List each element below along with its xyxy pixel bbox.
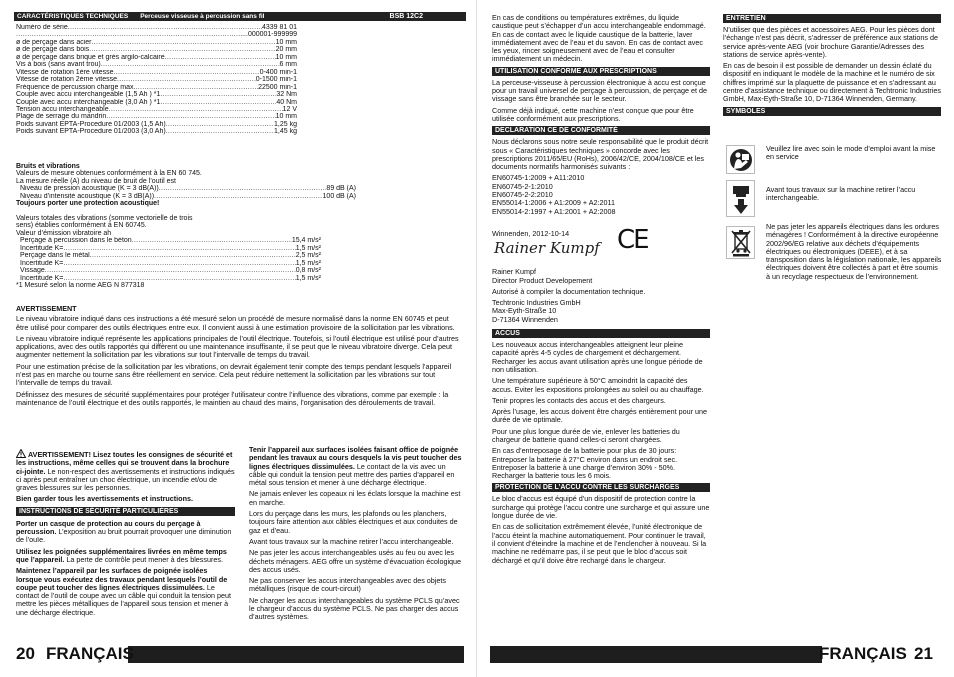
- specs-header-model: BSB 12C2: [389, 13, 423, 20]
- specs-header-subtitle: Perceuse visseuse à percussion sans fil: [140, 13, 265, 20]
- accus-p1: Les nouveaux accus interchangeables atteignent leur pleine capacité après 4-5 cycles de chargement et déchargement. Recharger les accus avant utilisation après une longue période de non utilisation.: [492, 340, 703, 374]
- spec-label: Poids suivant EPTA-Procedure 01/2003 (3,0 Ah): [16, 128, 166, 136]
- ce-mark: CE: [617, 225, 648, 256]
- overload-protection-p2: En cas de sollicitation extrêmement élevée, l’unité électronique de l’accu éteint la machine automatiquement. Pour continuer le travail, il convient d’éteindre la machine et de l’enclencher à nouveau. Si la machine ne redémarre pas, il se peut que le bloc d’accus soit déchargé et qu’il doive être rechargé dans le chargeur.: [492, 522, 707, 565]
- spec-value: 1,25 kg: [274, 120, 297, 128]
- spec-row: [16, 113, 297, 120]
- page-number-left: 20: [16, 644, 35, 663]
- noise-line1: Valeurs de mesure obtenues conformément à la EN 60 745.: [16, 170, 202, 178]
- page-right: [477, 0, 954, 677]
- specs-header-title: CARACTÉRISTIQUES TECHNIQUES: [17, 13, 129, 20]
- chips-warning: Ne jamais enlever les copeaux ni les éclats lorsque la machine est en marche.: [249, 489, 461, 507]
- screw-contact-bold: Tenir l’appareil aux surfaces isolées faisant office de poignée pendant les travaux au cours desquels la vis peut toucher des lignes électriques dissimulées.: [249, 445, 462, 471]
- spec-row: [16, 39, 297, 46]
- safety-insulated-text: Le contact de l’outil de coupe avec un câble qui conduit la tension peut mettre les pièces métalliques de l’appareil sous tension et mener à une décharge électrique.: [16, 582, 231, 617]
- overload-protection-p1: Le bloc d’accus est équipé d’un dispositif de protection contre la surcharge qui protège l’accu contre une surcharge et qui assure une longue durée de vie.: [492, 494, 710, 521]
- specs-header: [14, 12, 466, 21]
- spec-label: ø de perçage dans acier: [16, 38, 92, 46]
- leader-dots: [160, 91, 276, 98]
- standard-item: EN60745-1:2009 + A11:2010: [492, 173, 585, 183]
- safety-column-1: [16, 449, 235, 620]
- specs-table: [16, 24, 297, 136]
- spec-row: [16, 267, 321, 274]
- company-line: Techtronic Industries GmbH: [492, 298, 581, 308]
- noise-line2: La mesure réelle (A) du niveau de bruit de l’outil est: [16, 177, 176, 185]
- accus-p4: Après l’usage, les accus doivent être chargés entièrement pour une durée de vie optimale.: [492, 407, 707, 425]
- ce-declaration-text: Nous déclarons sous notre seule responsabilité que le produit décrit sous « Caractéristiques techniques » concorde avec les prescriptions 2011/65/EU (RoHs), 2006/42/CE, 2004/108/CE et les documents normatifs harmonisés suivants :: [492, 137, 709, 172]
- right-column-1: [492, 14, 710, 568]
- keep-instructions: Bien garder tous les avertissements et instructions.: [16, 494, 193, 504]
- avertissement-p1: Le niveau vibratoire indiqué dans ces instructions a été mesuré selon un procédé de mesure normalisé dans la norme EN 60745 et peut être utilisé pour comparer des outils électriques entre eux. Il convient aussi à une estimation provisoire de la sollicitation par les vibrations.: [16, 314, 455, 332]
- right-column-2: [723, 14, 941, 119]
- battery-disposal: Ne pas jeter les accus interchangeables usés au feu ou avec les déchets ménagers. AEG offre un système d’évacuation écologique des accus usés.: [249, 548, 462, 574]
- leader-dots: [63, 275, 295, 282]
- spec-label: Vissage: [20, 267, 45, 275]
- spec-row: [16, 121, 297, 128]
- spec-value: 1,5 m/s²: [295, 259, 321, 267]
- spec-row: [16, 252, 321, 259]
- spec-row: [16, 69, 297, 76]
- accus-p3: Tenir propres les contacts des accus et des chargeurs.: [492, 395, 666, 405]
- leader-dots: [166, 128, 274, 135]
- avertissement-p4: Définissez des mesures de sécurité supplémentaires pour protéger l’utilisateur contre l’influence des vibrations, comme par exemple : la maintenance de l’outil électrique et des outils rapportés, le maintien au chaud des mains, l’organisation des déroulements de travail.: [16, 389, 449, 407]
- leader-dots: [89, 46, 275, 53]
- symbol-weee-text: Ne pas jeter les appareils électriques dans les ordures ménagères ! Conformément à la directive européenne 2002/96/EG relative aux déchets d’équipements électriques ou électroniques (DEEE), et à sa transposition dans la législation nationale, les appareils électriques doivent être collectés à part et être soumis à un recyclage respectueux de l’environnement.: [766, 222, 942, 281]
- spec-label: Vitesse de rotation 2ème vitesse: [16, 76, 118, 84]
- standard-item: EN55014-2:1997 + A1:2001 + A2:2008: [492, 206, 616, 216]
- maintenance-p2: En cas de besoin il est possible de demander un dessin éclaté du dispositif en indiquant le modèle de la machine et le numéro de six chiffres imprimé sur la plaquette de puissance et en s’adressant au centre d’assistance technique ou directement à Techtronic Industries GmbH, Max-Eyth-Straße 10, D-71364 Winnenden, Germany.: [723, 61, 942, 104]
- remove-battery: Avant tous travaux sur la machine retirer l’accu interchangeable.: [249, 536, 454, 546]
- spec-label: Fréquence de percussion charge max.: [16, 83, 136, 91]
- spec-label: Tension accu interchangeable: [16, 105, 109, 113]
- language-label-right: FRANÇAIS: [819, 644, 907, 663]
- intended-use-p2: Comme déjà indiqué, cette machine n’est conçue que pour être utilisée conformément aux prescriptions.: [492, 105, 694, 123]
- spec-value: 0-400 min-1: [259, 68, 297, 76]
- safety-handles-text: La perte de contrôle peut mener à des blessures.: [64, 554, 223, 564]
- spec-row: [16, 54, 297, 61]
- spec-row: [16, 31, 297, 38]
- caustic-liquid-warning: En cas de conditions ou températures extrêmes, du liquide caustique peut s’échapper d’un accu interchangeable endommagé. En cas de contact avec le liquide caustique de la batterie, laver immédiatement avec de l’eau et du savon. En cas de contact avec les yeux, rincer soigneusement avec de l’eau et consulter immédiatement un médecin.: [492, 13, 706, 64]
- spec-value: 20 mm: [275, 46, 297, 54]
- leader-dots: [63, 260, 295, 267]
- spec-label: ø de perçage dans brique et grès argilo-calcaire: [16, 53, 165, 61]
- spec-value: 100 dB (A): [322, 192, 356, 200]
- spec-label: ø de perçage dans bois: [16, 46, 90, 54]
- place-date: Winnenden, 2012-10-14: [492, 228, 570, 238]
- safety-handles-bold: Utilisez les poignées supplémentaires livrées en même temps que l’appareil.: [16, 546, 227, 564]
- safety-insulated: [16, 567, 235, 617]
- spec-row: [16, 237, 321, 244]
- symbol-remove-battery-text: Avant tous travaux sur la machine retirer l’accu interchangeable.: [766, 185, 916, 203]
- spec-value: 22500 min-1: [258, 83, 297, 91]
- spec-value: 10 mm: [275, 53, 297, 61]
- spec-label: Niveau d’intensité acoustique (K = 3 dB(A)): [20, 192, 155, 200]
- spec-label: Niveau de pression acoustique (K = 3 dB(A)): [20, 185, 159, 193]
- spec-value: 2,5 m/s²: [295, 252, 321, 260]
- standard-item: EN60745-2-2:2010: [492, 190, 553, 200]
- spec-value: 4339 81 01: [261, 24, 297, 31]
- spec-value: 89 dB (A): [326, 185, 356, 193]
- leader-dots: [90, 252, 296, 259]
- spec-label: Couple avec accu interchangeable (1,5 Ah ) *1: [16, 91, 161, 99]
- spec-value: 1,5 m/s²: [295, 274, 321, 282]
- page-number-right: 21: [914, 644, 933, 663]
- general-warning-text: Le non-respect des avertissements et instructions indiqués ci après peut entraîner un choc électrique, un incendie et/ou de graves blessures sur les personnes.: [16, 466, 235, 493]
- spec-value: 32 Nm: [276, 91, 297, 99]
- safety-insulated-bold: Maintenez l’appareil par les surfaces de poignée isolées lorsque vous exécutez des travaux pendant lesquels l’outil de coupe peut toucher des lignes électriques dissimulées.: [16, 566, 228, 592]
- company-line: D-71364 Winnenden: [492, 314, 558, 324]
- ce-declaration-header: DECLARATION CE DE CONFORMITÉ: [492, 126, 710, 135]
- spec-value: 1,45 kg: [274, 128, 297, 136]
- spec-label: Perçage à percussion dans le béton: [20, 237, 132, 245]
- leader-dots: [166, 121, 274, 128]
- spec-label: Incertitude K=: [20, 259, 64, 267]
- spec-row: [16, 46, 297, 53]
- leader-dots: [63, 245, 295, 252]
- vibration-rows: [16, 237, 321, 282]
- safety-helmet-text: L’exposition au bruit pourrait provoquer une diminution de l’ouïe.: [16, 527, 232, 545]
- intended-use-header: UTILISATION CONFORME AUX PRESCRIPTIONS: [492, 67, 710, 76]
- vibration-footnote: *1 Mesuré selon la norme AEG N 877318: [16, 282, 145, 290]
- spec-row: [16, 245, 321, 252]
- leader-dots: [132, 237, 292, 244]
- standard-item: EN55014-1:2006 + A1:2009 + A2:2011: [492, 198, 615, 208]
- weee-bin-icon: [726, 226, 755, 259]
- spec-row: [16, 61, 297, 68]
- spec-row: [16, 193, 356, 200]
- safety-helmet: [16, 520, 235, 545]
- spec-row: [16, 24, 297, 31]
- spec-value: 1,5 m/s²: [295, 244, 321, 252]
- screw-contact: [249, 446, 464, 487]
- leader-dots: [68, 24, 262, 31]
- spec-row: [16, 185, 356, 192]
- leader-dots: [92, 39, 276, 46]
- warning-triangle-icon: [16, 449, 26, 458]
- noise-rows: [16, 185, 356, 200]
- company-address: [492, 299, 710, 324]
- avertissement-title: AVERTISSEMENT: [16, 304, 77, 313]
- avertissement-p2: Le niveau vibratoire indiqué représente les applications principales de l’outil électrique. Toutefois, si l’outil électrique est utilisé pour d’autres applications, avec des outils rapportés qui diffèrent ou une maintenance insuffisante, il se peut que le niveau vibratoire diverge. Cela peut augmenter nettement la sollicitation par les vibrations sur tout l’intervalle de temps du travail.: [16, 333, 459, 360]
- general-warning-bold: AVERTISSEMENT! Lisez toutes les consignes de sécurité et les instructions, même celles qui se trouvent dans la brochure ci-jointe.: [16, 450, 233, 476]
- standard-item: EN60745-2-1:2010: [492, 181, 553, 191]
- vibration-line1: Valeurs totales des vibrations (somme vectorielle de trois: [16, 215, 193, 222]
- spec-label: Couple avec accu interchangeable (3,0 Ah ) *1: [16, 98, 161, 106]
- leader-dots: [165, 54, 276, 61]
- leader-dots: [45, 267, 296, 274]
- spec-value: 40 Nm: [276, 98, 297, 106]
- accus-p6: En cas d’entreposage de la batterie pour plus de 30 jours: Entreposer la batterie à 27°C environ dans un endroit sec. Entreposer la batterie à une charge d’environ 30% - 50%. Recharger la batterie tous les 6 mois.: [492, 446, 678, 481]
- vibration-line3: Valeur d’émission vibratoire ah: [16, 229, 112, 237]
- spec-value: 0,8 m/s²: [295, 267, 321, 275]
- spec-row: [16, 275, 321, 282]
- leader-dots: [101, 61, 280, 68]
- spec-row: [16, 91, 297, 98]
- pcls-charging: Ne charger les accus interchangeables du système PCLS qu’avec le chargeur d’accus du système PCLS. Ne pas charger des accus d’autres systèmes.: [249, 595, 460, 622]
- noise-warning: Toujours porter une protection acoustique!: [16, 200, 160, 208]
- maintenance-p1: N’utiliser que des pièces et accessoires AEG. Pour les pièces dont l’échange n’est pas décrit, s’adresser de préférence aux stations de service après-vente AEG (voir brochure Garantie/Adresses des stations de service après-vente).: [723, 25, 938, 59]
- language-label-left: FRANÇAIS: [46, 644, 134, 663]
- safety-helmet-bold: Porter un casque de protection au cours du perçage à percussion.: [16, 518, 201, 537]
- safety-handles: [16, 548, 235, 565]
- leader-dots: [16, 31, 242, 38]
- avertissement-p3: Pour une estimation précise de la sollicitation par les vibrations, on devrait également tenir compte des temps pendant lesquels l’appareil n’est pas en marche ou tourne sans être réellement en service. Cela peut réduire nettement la sollicitation par les vibrations sur tout l’intervalle de temps du travail.: [16, 361, 452, 388]
- vibration-section: [16, 215, 321, 290]
- spec-row: [16, 260, 321, 267]
- intended-use-p1: La perceuse-visseuse à percussion électronique à accu est conçue pour un travail universel de perçage à percussion, de perçage et de vissage sans être branchée sur le secteur.: [492, 77, 707, 104]
- leader-dots: [117, 76, 256, 83]
- leader-dots: [114, 69, 260, 76]
- accus-p5: Pour une plus longue durée de vie, enlever les batteries du chargeur de batterie quand celles-ci seront chargées.: [492, 426, 680, 444]
- spec-label: Vis à bois (sans avant trou): [16, 61, 101, 69]
- leader-dots: [109, 106, 283, 113]
- avertissement-section: [16, 305, 461, 410]
- footer-bar-right: [490, 646, 822, 663]
- special-safety-header: INSTRUCTIONS DE SÉCURITÉ PARTICULIÈRES: [16, 507, 235, 516]
- spec-value: 10 mm: [275, 113, 297, 121]
- leader-dots: [135, 84, 258, 91]
- spec-label: Perçage dans le métal: [20, 252, 90, 260]
- symbols-header: SYMBOLES: [723, 107, 941, 116]
- safety-column-2: [249, 446, 464, 625]
- signer-title: Director Product Developement: [492, 275, 593, 285]
- spec-row: [16, 106, 297, 113]
- footer-bar-left: [128, 646, 464, 663]
- leader-dots: [159, 185, 327, 192]
- battery-storage: Ne pas conserver les accus interchangeables avec des objets métalliques (risque de court-circuit): [249, 576, 446, 594]
- maintenance-header: ENTRETIEN: [723, 14, 941, 23]
- standards-list: [492, 174, 710, 215]
- wall-drilling: Lors du perçage dans les murs, les plafonds ou les planchers, toujours faire attention aux câbles électriques et aux conduites de gaz et d’eau.: [249, 509, 458, 535]
- leader-dots: [154, 193, 322, 200]
- signature: Rainer Kumpf: [494, 239, 600, 258]
- spec-value: 12 V: [282, 105, 297, 113]
- noise-section: [16, 163, 356, 208]
- spec-label: Plage de serrage du mandrin: [16, 113, 107, 121]
- spec-label: Poids suivant EPTA-Procedure 01/2003 (1,5 Ah): [16, 120, 166, 128]
- leader-dots: [106, 113, 275, 120]
- spec-label: Incertitude K=: [20, 274, 64, 282]
- spec-value: 10 mm: [275, 38, 297, 46]
- company-line: Max-Eyth-Straße 10: [492, 306, 557, 316]
- signer-name: Rainer Kumpf: [492, 267, 536, 277]
- spec-label: Vitesse de rotation 1ère vitesse: [16, 68, 114, 76]
- noise-title: Bruits et vibrations: [16, 163, 80, 170]
- spec-label: Numéro de série: [16, 24, 68, 31]
- authorised-compile: Autorisé à compiler la documentation technique.: [492, 286, 646, 296]
- remove-battery-icon: [726, 180, 755, 217]
- general-warning: [16, 449, 235, 492]
- screw-contact-text: Le contact de la vis avec un câble qui conduit la tension peut mettre des parties d’appareil en métal sous tension et mener à une décharge électrique.: [249, 461, 455, 488]
- read-manual-icon: [726, 145, 755, 174]
- spec-row: [16, 76, 297, 83]
- overload-protection-header: PROTECTION DE L’ACCU CONTRE LES SURCHARGES: [492, 483, 710, 492]
- spec-value: ...000001-999999: [242, 31, 297, 39]
- spec-value: 15,4 m/s²: [291, 237, 321, 245]
- accus-header: ACCUS: [492, 329, 710, 338]
- spec-value: 6 mm: [279, 61, 297, 69]
- spec-value: 0-1500 min-1: [255, 76, 297, 84]
- leader-dots: [160, 99, 276, 106]
- spec-row: [16, 84, 297, 91]
- symbol-read-manual-text: Veuillez lire avec soin le mode d’emploi avant la mise en service: [766, 144, 936, 162]
- vibration-line2: sens) établies conformément à EN 60745.: [16, 222, 147, 230]
- spec-row: [16, 128, 297, 135]
- spec-row: [16, 99, 297, 106]
- accus-p2: Une température supérieure à 50°C amoindrit la capacité des accus. Eviter les expositions prolongées au soleil ou au chauffage.: [492, 376, 704, 394]
- spec-label: Incertitude K=: [20, 244, 64, 252]
